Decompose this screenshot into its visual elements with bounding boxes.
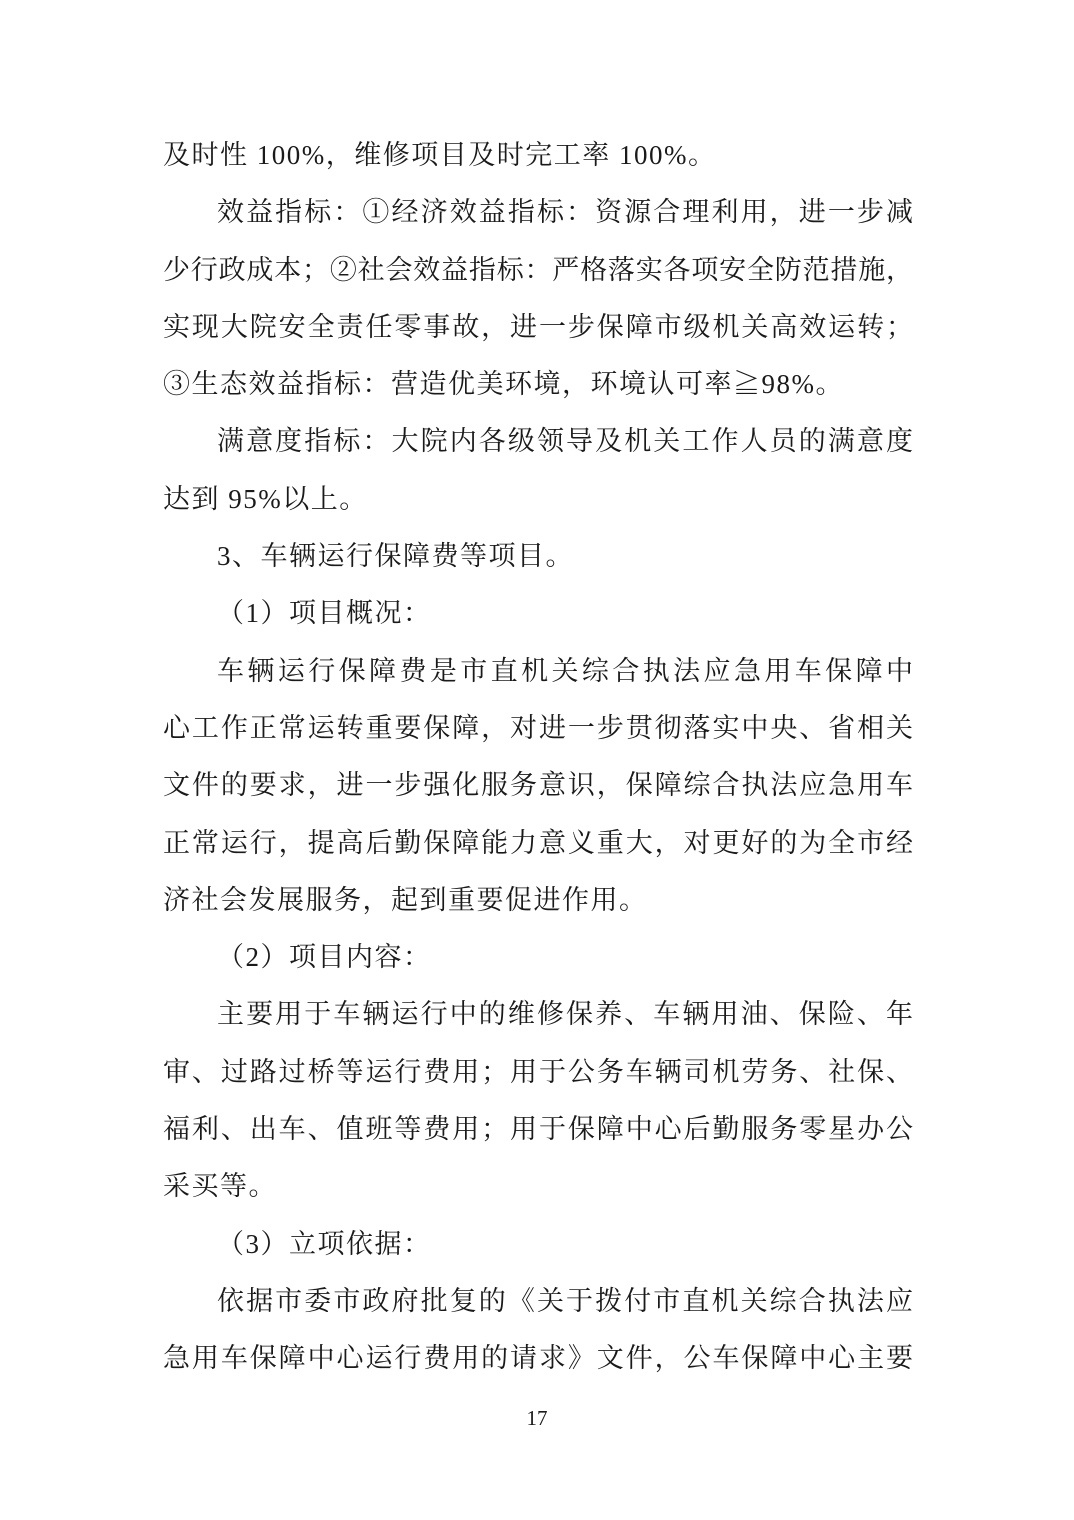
- text-line: 福利、出车、值班等费用；用于保障中心后勤服务零星办公: [163, 1114, 913, 1145]
- text-line: 心工作正常运转重要保障，对进一步贯彻落实中央、省相关: [163, 712, 913, 743]
- text-line: 及时性 100%，维修项目及时完工率 100%。: [163, 140, 717, 170]
- text-line: 济社会发展服务，起到重要促进作用。: [163, 884, 648, 915]
- text-line: （2）项目内容：: [217, 942, 432, 973]
- text-line: 实现大院安全责任零事故，进一步保障市级机关高效运转；: [163, 311, 913, 342]
- text-line: 正常运行，提高后勤保障能力意义重大，对更好的为全市经: [163, 827, 913, 858]
- text-line: ③生态效益指标：营造优美环境，环境认可率≧98%。: [163, 369, 844, 400]
- text-line: 审、过路过桥等运行费用；用于公务车辆司机劳务、社保、: [163, 1056, 913, 1087]
- document-body: [163, 127, 913, 1388]
- text-line: 主要用于车辆运行中的维修保养、车辆用油、保险、年: [217, 999, 913, 1030]
- text-line: 效益指标：①经济效益指标：资源合理利用，进一步减: [217, 197, 913, 228]
- text-line: （1）项目概况：: [217, 598, 432, 629]
- text-line: 急用车保障中心运行费用的请求》文件，公车保障中心主要: [163, 1343, 913, 1374]
- text-line: 达到 95%以上。: [163, 483, 368, 514]
- page-number: 17: [526, 1406, 548, 1430]
- text-line: 少行政成本；②社会效益指标：严格落实各项安全防范措施，: [163, 254, 913, 285]
- text-line: 车辆运行保障费是市直机关综合执法应急用车保障中: [217, 655, 913, 686]
- text-line: （3）立项依据：: [217, 1228, 432, 1259]
- text-line: 依据市委市政府批复的《关于拨付市直机关综合执法应: [217, 1285, 913, 1316]
- text-line: 文件的要求，进一步强化服务意识，保障综合执法应急用车: [163, 770, 913, 801]
- text-line: 满意度指标：大院内各级领导及机关工作人员的满意度: [217, 426, 913, 457]
- text-line: 采买等。: [163, 1171, 277, 1202]
- text-line: 3、车辆运行保障费等项目。: [217, 541, 574, 572]
